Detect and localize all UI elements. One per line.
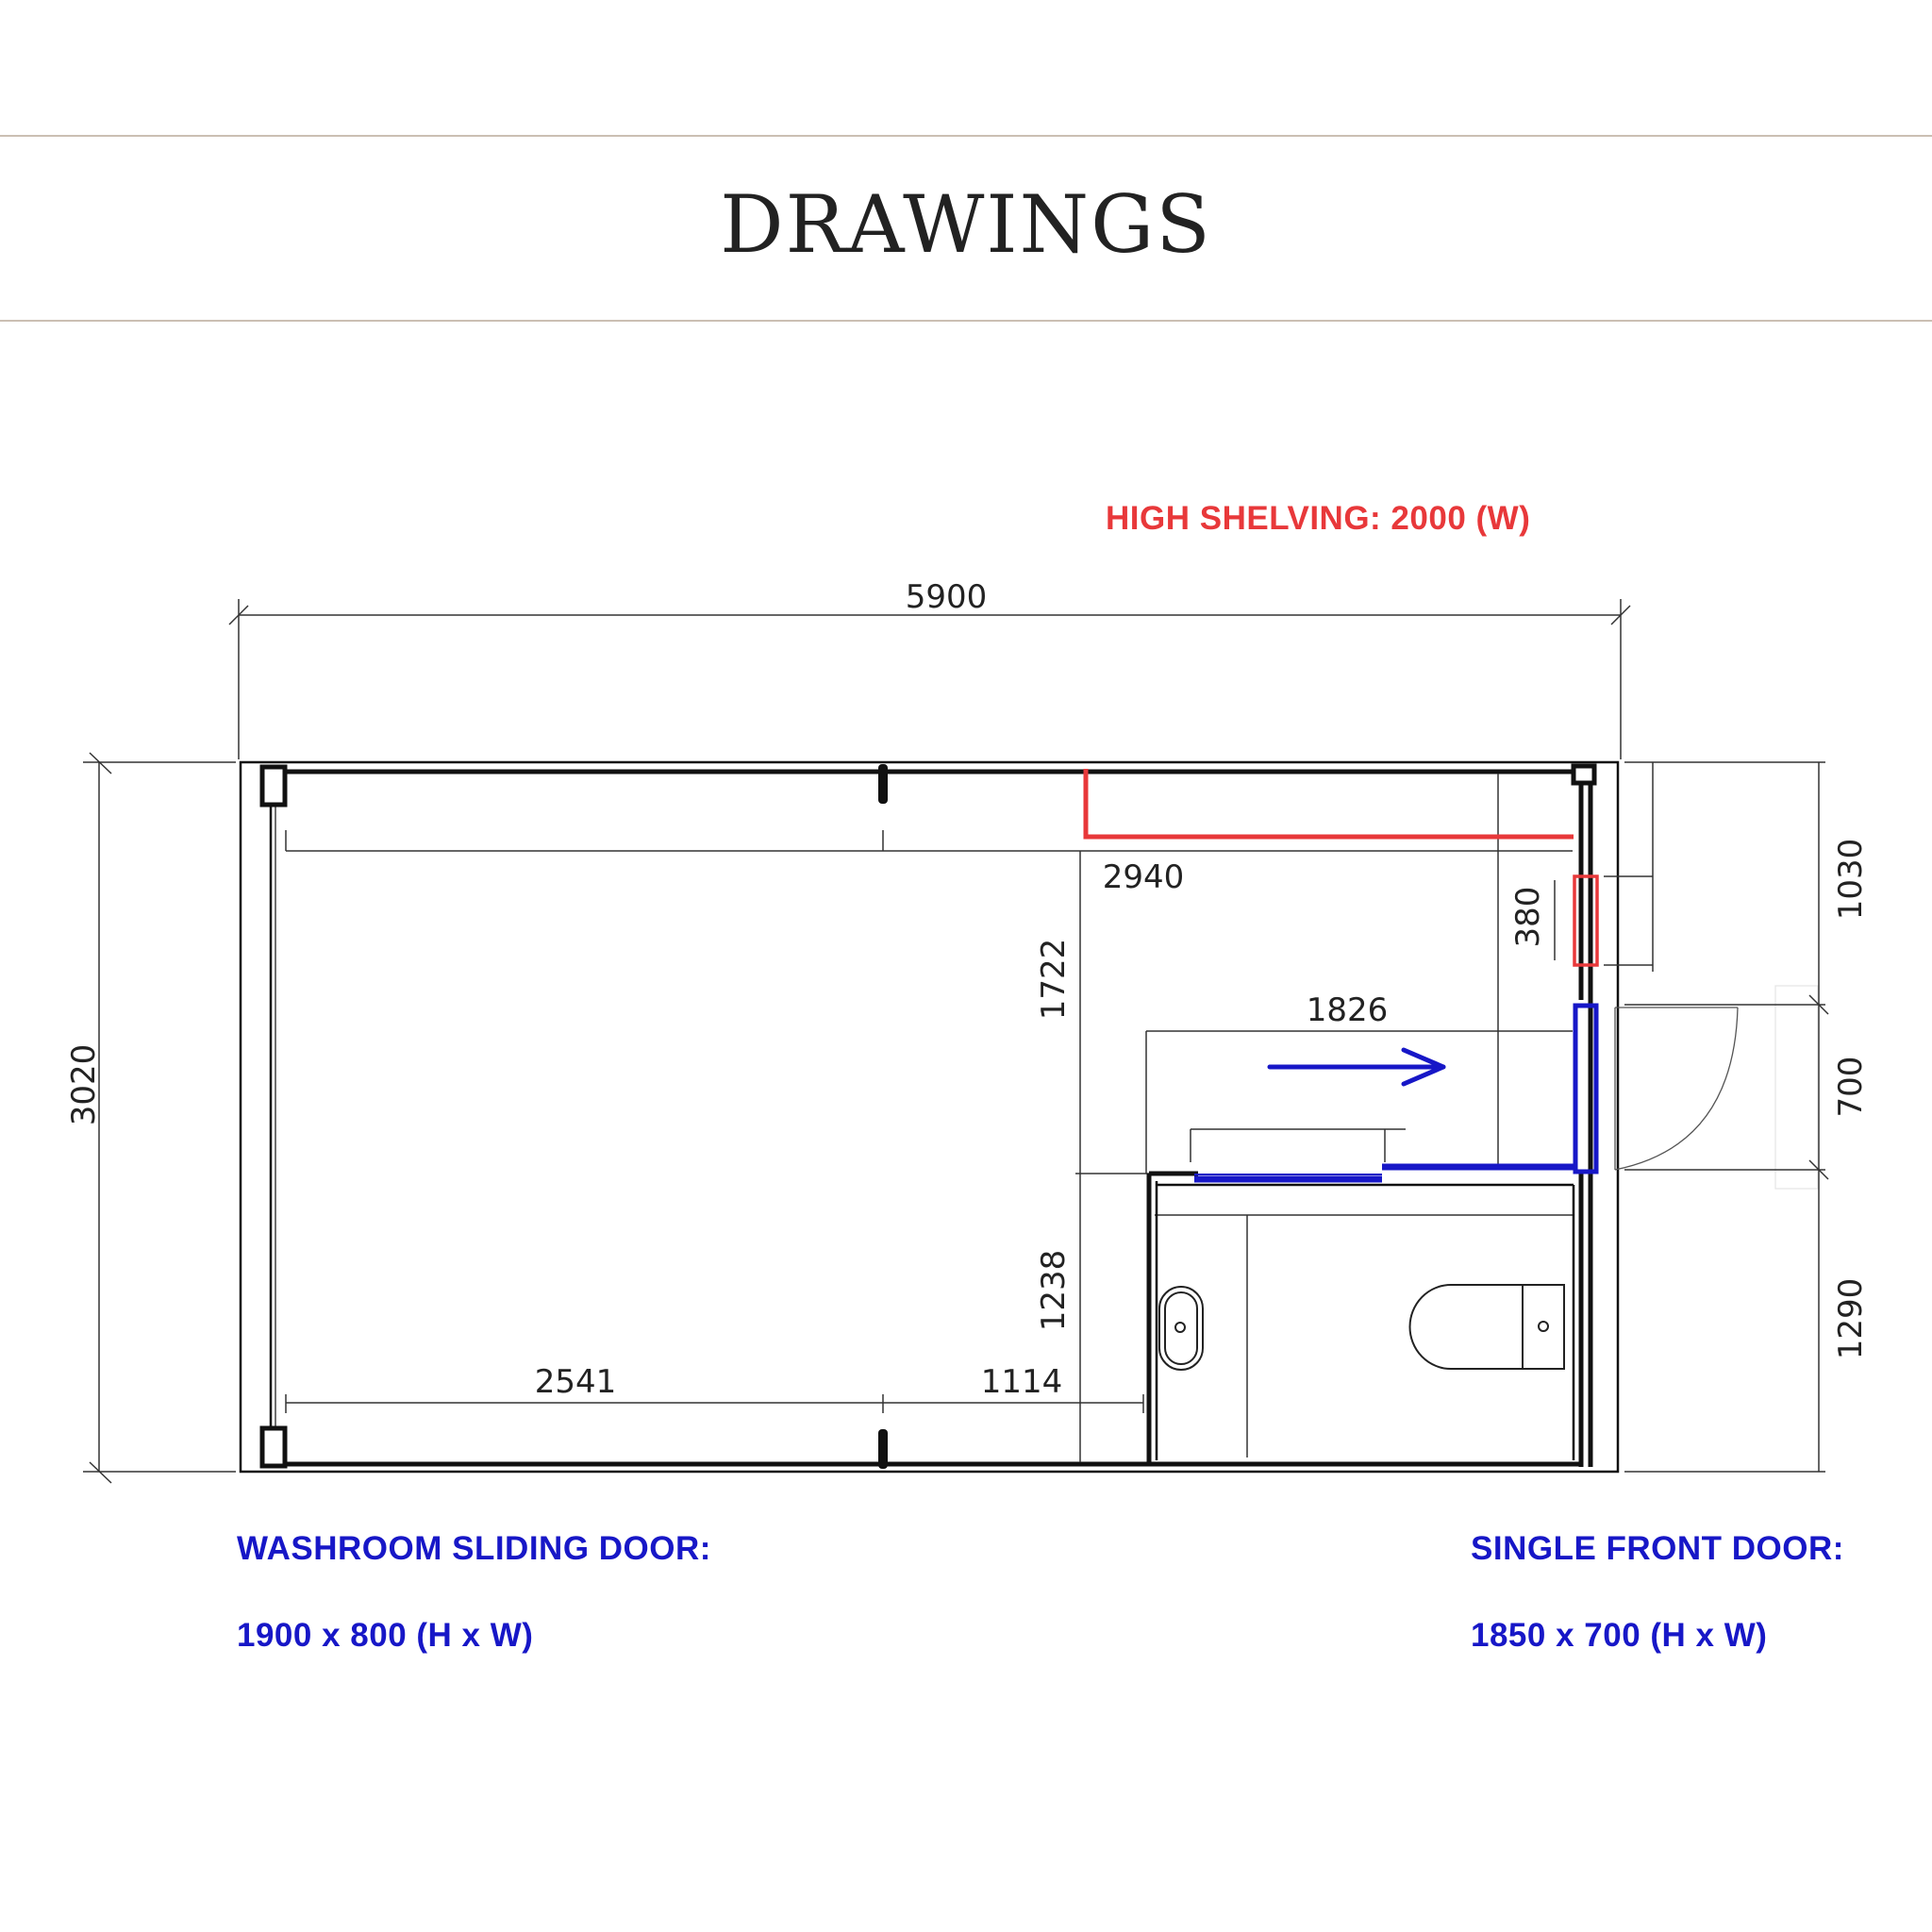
- dim-washroom-depth: 1238: [1035, 1249, 1073, 1332]
- corner-posts: [262, 766, 1594, 1466]
- dim-left-bay: 2541: [534, 1363, 617, 1401]
- dim-shelf-depth: 380: [1509, 886, 1547, 948]
- dim-shelving-run: 2940: [1102, 858, 1185, 896]
- page-title: DRAWINGS: [720, 178, 1212, 271]
- washroom-door-size: 1900 x 800 (H x W): [237, 1617, 534, 1654]
- front-door-title: SINGLE FRONT DOOR:: [1471, 1530, 1844, 1567]
- dimension-overall-depth: [83, 753, 236, 1483]
- washroom-walls: [1149, 1174, 1574, 1464]
- toilet-icon: [1410, 1285, 1564, 1369]
- washroom-door-title: WASHROOM SLIDING DOOR:: [237, 1530, 711, 1567]
- arrow-right-icon: [1270, 1050, 1443, 1084]
- dim-side-door: 700: [1832, 1056, 1870, 1118]
- dim-middle-bay: 1114: [980, 1363, 1063, 1401]
- wash-basin-icon: [1159, 1287, 1203, 1370]
- door-swing-arc: [1615, 986, 1818, 1189]
- dimension-overall-width: [229, 599, 1630, 759]
- front-door-size: 1850 x 700 (H x W): [1471, 1617, 1768, 1654]
- dimension-side-right: [1604, 762, 1828, 1472]
- exterior-walls: [241, 762, 1618, 1472]
- interior-dimension-lines: [286, 774, 1573, 1462]
- sliding-door-track: [1194, 1167, 1574, 1179]
- dim-overall-depth: 3020: [65, 1043, 103, 1126]
- dim-living-depth: 1722: [1035, 938, 1073, 1021]
- dim-door-opening: 1826: [1306, 991, 1389, 1029]
- front-door-outline: [1575, 1006, 1596, 1172]
- dim-side-lower: 1290: [1832, 1277, 1870, 1360]
- mid-posts: [878, 764, 888, 1469]
- high-shelving-label: HIGH SHELVING: 2000 (W): [1106, 500, 1531, 537]
- dim-side-upper: 1030: [1832, 838, 1870, 921]
- dim-overall-width: 5900: [905, 578, 988, 616]
